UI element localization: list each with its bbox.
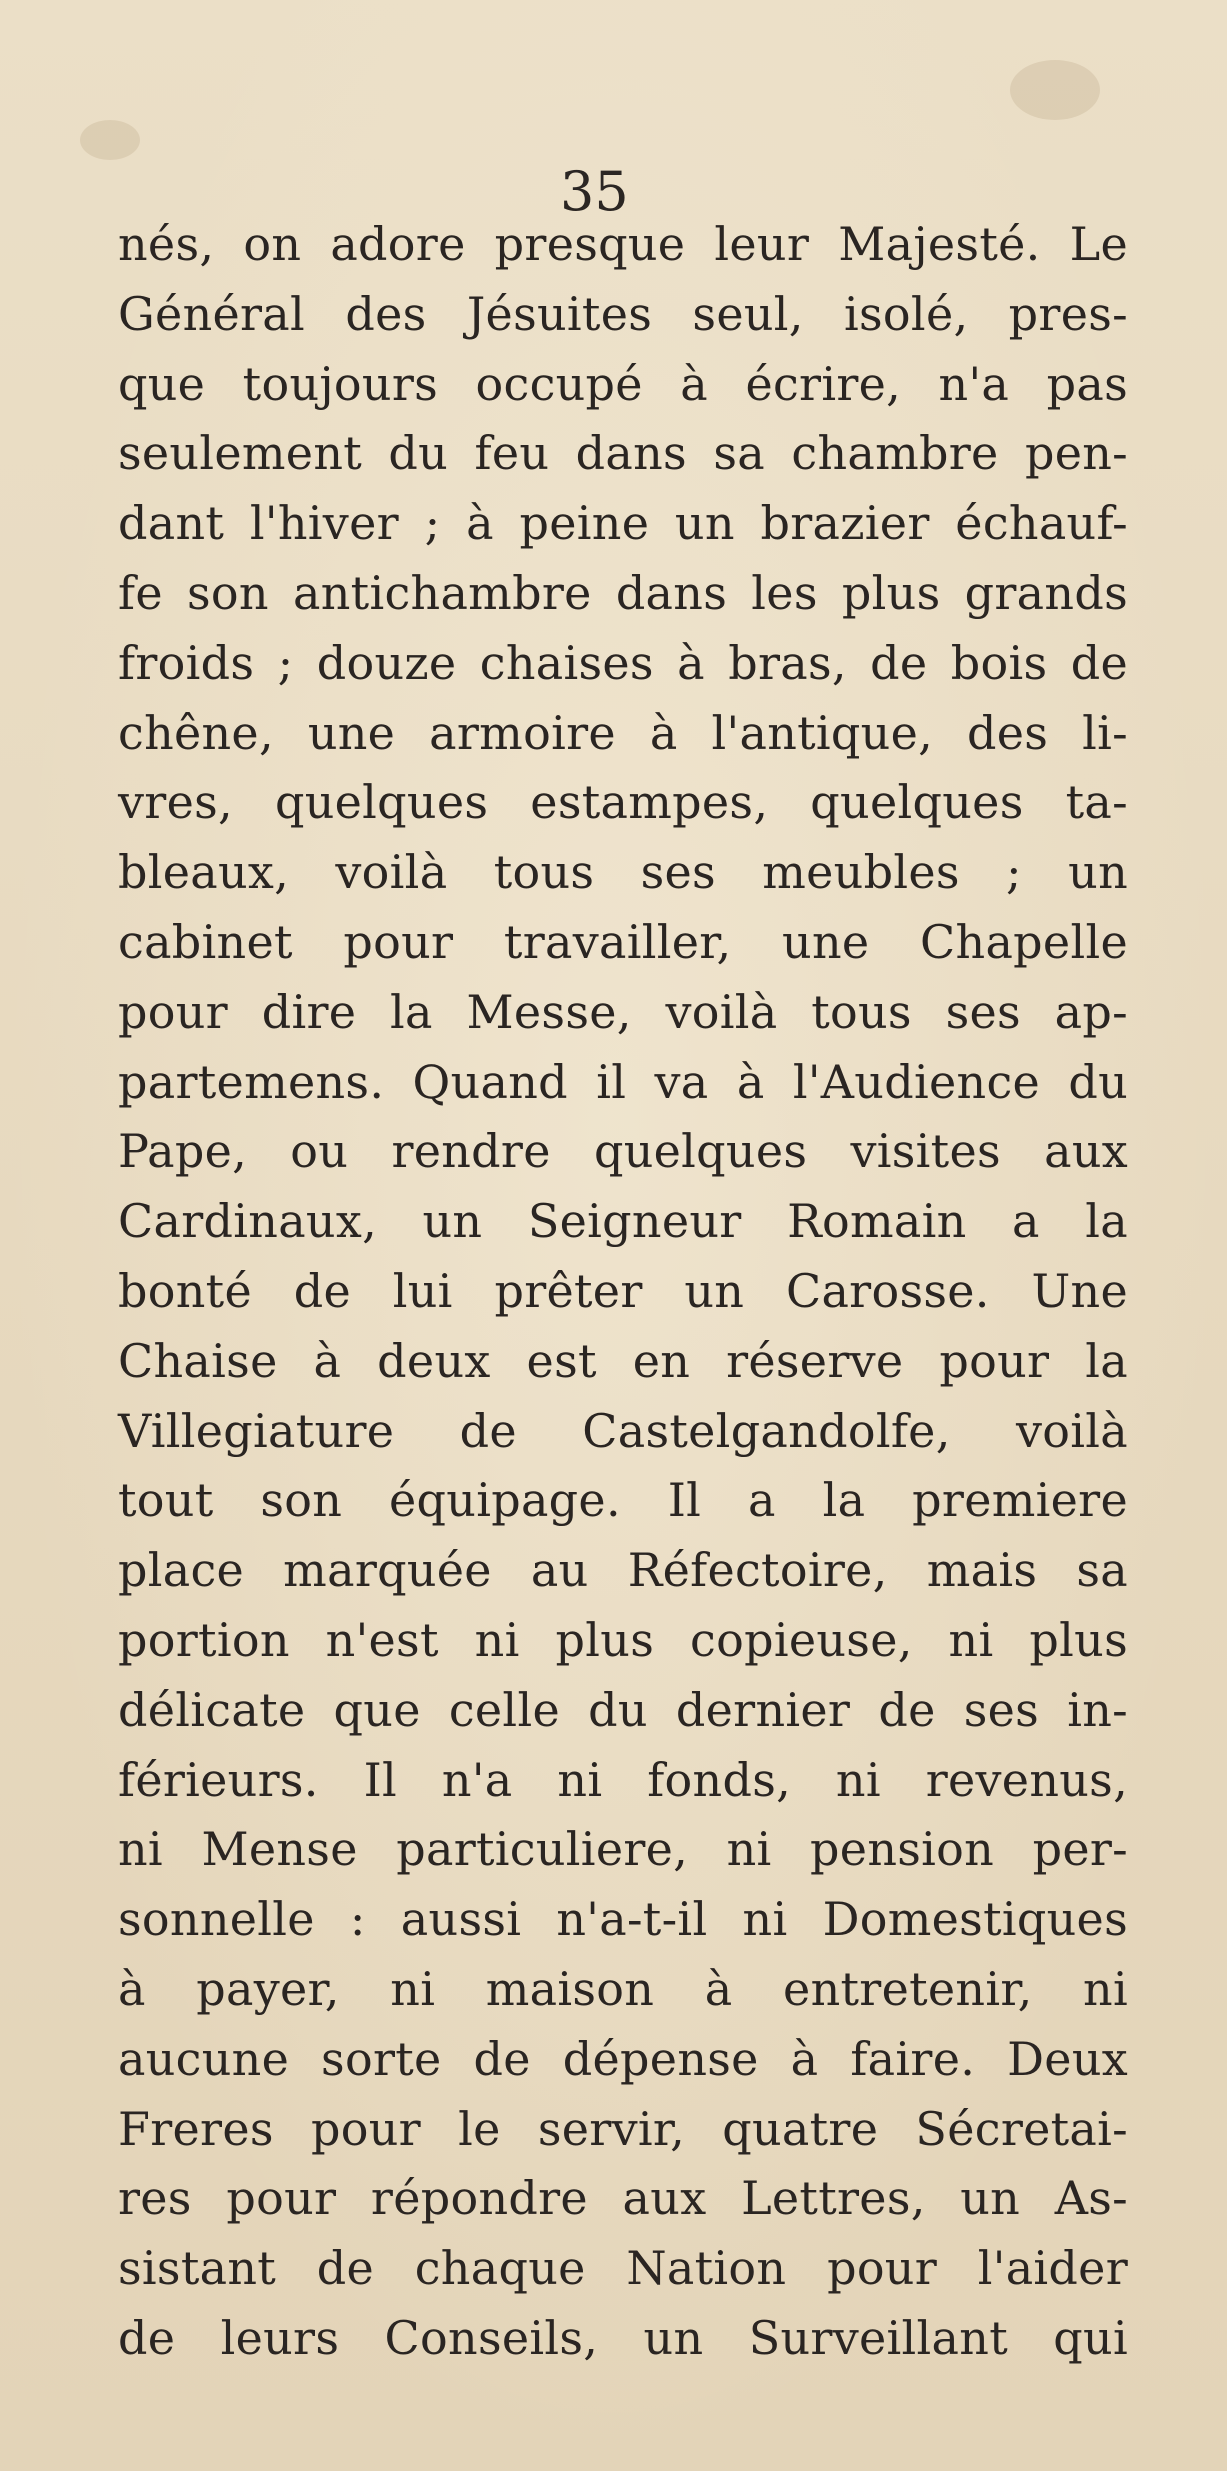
text-line: nés, on adore presque leur Majesté. Le: [118, 217, 1128, 271]
text-line: dant l'hiver ; à peine un brazier échauf-: [118, 496, 1128, 551]
paper-stain: [80, 120, 140, 160]
text-line: bleaux, voilà tous ses meubles ; un: [118, 845, 1128, 900]
text-line: bonté de lui prêter un Carosse. Une: [118, 1263, 1128, 1318]
text-line: à payer, ni maison à entretenir, ni: [118, 1961, 1128, 2016]
text-line: ni Mense particuliere, ni pension per-: [118, 1822, 1128, 1877]
text-line: cabinet pour travailler, une Chapelle: [118, 914, 1128, 969]
text-line: Chaise à deux est en réserve pour la: [118, 1333, 1128, 1388]
text-line: froids ; douze chaises à bras, de bois de: [118, 635, 1128, 690]
body-text: [118, 210, 1128, 2374]
text-line: Freres pour le servir, quatre Sécretai-: [118, 2101, 1128, 2156]
text-line: sonnelle : aussi n'a-t-il ni Domestiques: [118, 1892, 1128, 1947]
text-line: portion n'est ni plus copieuse, ni plus: [118, 1612, 1128, 1667]
paper-stain: [1010, 60, 1100, 120]
text-line: vres, quelques estampes, quelques ta-: [118, 775, 1128, 830]
text-line: pour dire la Messe, voilà tous ses ap-: [118, 984, 1128, 1039]
text-line: délicate que celle du dernier de ses in-: [118, 1682, 1128, 1737]
page-number: 35: [560, 160, 629, 223]
text-line: aucune sorte de dépense à faire. Deux: [118, 2031, 1128, 2086]
text-line: Général des Jésuites seul, isolé, pres-: [118, 286, 1128, 341]
text-line: fe son antichambre dans les plus grands: [118, 565, 1128, 620]
text-line: chêne, une armoire à l'antique, des li-: [118, 705, 1128, 760]
text-line: Cardinaux, un Seigneur Romain a la: [118, 1194, 1128, 1249]
text-line: tout son équipage. Il a la premiere: [118, 1473, 1128, 1528]
text-line: res pour répondre aux Lettres, un As-: [118, 2171, 1128, 2226]
text-line: place marquée au Réfectoire, mais sa: [118, 1543, 1128, 1598]
text-line: sistant de chaque Nation pour l'aider: [118, 2241, 1128, 2296]
text-line: Pape, ou rendre quelques visites aux: [118, 1124, 1128, 1179]
text-line: férieurs. Il n'a ni fonds, ni revenus,: [118, 1752, 1128, 1807]
text-line: que toujours occupé à écrire, n'a pas: [118, 356, 1128, 411]
text-line: Villegiature de Castelgandolfe, voilà: [118, 1403, 1128, 1458]
text-line: partemens. Quand il va à l'Audience du: [118, 1054, 1128, 1109]
text-line: seulement du feu dans sa chambre pen-: [118, 426, 1128, 481]
text-line: de leurs Conseils, un Surveillant qui: [118, 2310, 1128, 2365]
